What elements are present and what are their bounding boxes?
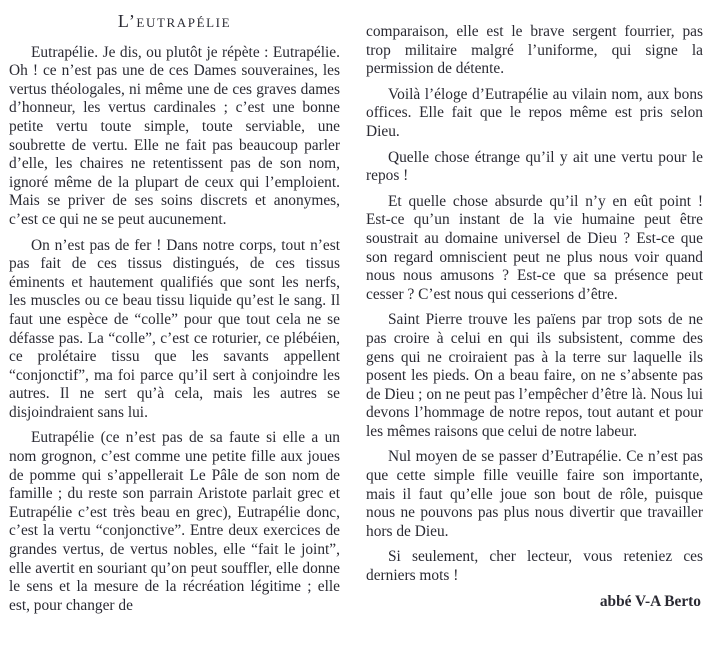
paragraph: Et quelle chose absurde qu’il n’y en eût point ! Est-ce qu’un instant de la vie humaine peut être soustrait au domaine universel de Dieu ? Est-ce que son regard omniscient peut ne plus nous voir quand nous nous amusons ? Est-ce que sa présence peut cesser ? C’est nous qui cesserions d’être.: [366, 192, 703, 303]
paragraph: On n’est pas de fer ! Dans notre corps, tout n’est pas fait de ces tissus distingués, de ces tissus éminents et hautement qualifiés que sont les nerfs, les muscles ou ce beau tissu liquide qu’est le sang. Il faut une espèce de “colle” pour que tout cela ne se défasse pas. La “colle”, c’est ce roturier, ce plébéien, ce prolétaire tissu que les savants appellent “conjonctif”, ma foi parce qu’il sert à conjoindre les autres. Il ne sert qu’à cela, mais les autres se disjoindraient sans lui.: [9, 236, 340, 421]
right-column: [366, 0, 703, 622]
paragraph: Eutrapélie. Je dis, ou plutôt je répète : Eutrapélie. Oh ! ce n’est pas une de ces Dames souveraines, les vertus théologales, ni même une de ces graves dames d’honneur, les vertus cardinales ; c’est une bonne petite vertu toute simple, toute serviable, une soubrette de vertu. Elle ne fait pas beaucoup parler d’elle, les chaires ne retentissent pas de son nom, ignoré même de la plupart de ceux qui l’emploient. Mais se priver de ses soins discrets et anonymes, c’est ce qui ne se peut aucunement.: [9, 43, 340, 228]
paragraph-continuation: comparaison, elle est le brave sergent fourrier, pas trop militaire malgré l’uniforme, qui signe la permission de détente.: [366, 23, 703, 78]
paragraph: Voilà l’éloge d’Eutrapélie au vilain nom, aux bons offices. Elle fait que le repos même est pris selon Dieu.: [366, 85, 703, 140]
paragraph: Eutrapélie (ce n’est pas de sa faute si elle a un nom grognon, c’est comme une petite fille aux joues de pomme qui s’appellerait Le Pâle de son nom de famille ; du reste son parrain Aristote parlait grec et Eutrapélie c’est très beau en grec), Eutrapélie donc, c’est la vertu “conjonctive”. Entre deux exercices de grandes vertus, de vertus nobles, elle “fait le joint”, elle avertit en souriant qu’on peut souffler, elle donne le sens et la mesure de la récréation légitime ; elle est, pour changer de: [9, 429, 340, 614]
paragraph: Quelle chose étrange qu’il y ait une vertu pour le repos !: [366, 148, 703, 185]
page-title: L’eutrapélie: [117, 11, 232, 31]
paragraph: Saint Pierre trouve les païens par trop sots de ne pas croire à celui en qui ils subsistent, comme des gens qui ne croiraient pas à la terre sur laquelle ils posent les pieds. On a beau faire, on ne s’absente pas de Dieu ; on ne peut pas l’empêcher d’être là. Nous lui devons l’hommage de notre repos, tout autant et pour les mêmes raisons que celui de notre labeur.: [366, 311, 703, 440]
paragraph: Si seulement, cher lecteur, vous reteniez ces derniers mots !: [366, 548, 703, 585]
left-column: [9, 0, 340, 622]
author-signature: abbé V-A Berto: [599, 592, 701, 610]
paragraph: Nul moyen de se passer d’Eutrapélie. Ce n’est pas que cette simple fille veuille faire son importante, mais il faut qu’elle joue son bout de rôle, puisque nous ne pouvons pas plus nous divertir que travailler hors de Dieu.: [366, 448, 703, 540]
